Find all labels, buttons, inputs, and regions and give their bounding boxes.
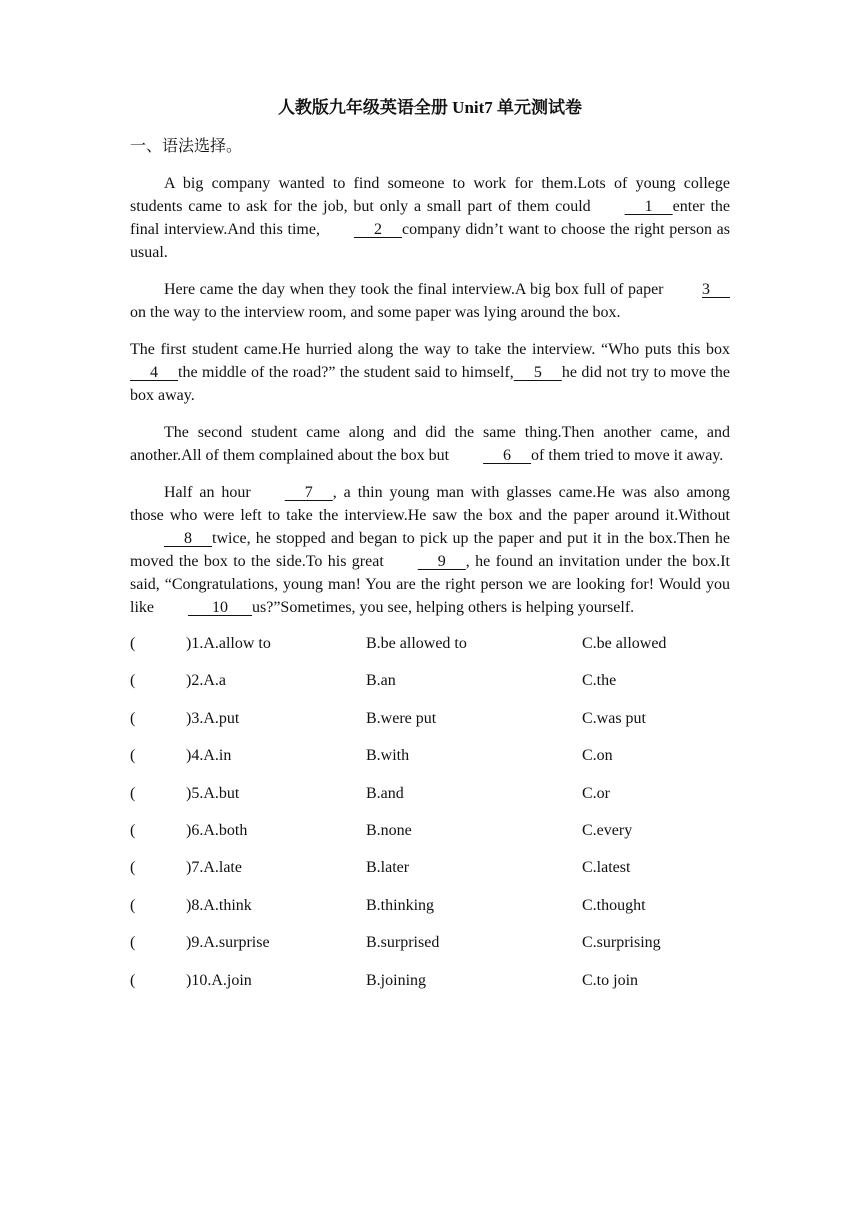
answer-bracket: ( — [130, 859, 136, 877]
option-b: B.joining — [366, 971, 427, 989]
passage-text: twice, he stopped and began to pick up the paper and put it in the box.Then he moved the box to the side.To his great — [130, 530, 730, 570]
option-a: )6.A.both — [186, 821, 248, 839]
passage-paragraph — [130, 172, 730, 264]
answer-blank: 1 — [624, 198, 673, 215]
passage-text: company didn’t want to choose the right person as usual. — [130, 221, 731, 261]
passage-text: of them tried to move it away. — [531, 447, 724, 464]
question-row — [130, 857, 730, 894]
option-c: C.the — [582, 672, 617, 690]
passage-text: A big company wanted to find someone to work for them.Lots of young college students came to ask for the job, but only a small part of them could — [130, 175, 730, 215]
passage-text: Here came the day when they took the final interview.A big box full of paper — [164, 281, 668, 298]
question-row — [130, 970, 730, 1007]
answer-blank: 2 — [353, 221, 402, 238]
option-a: )5.A.but — [186, 784, 240, 802]
option-c: C.was put — [582, 709, 646, 727]
option-b: B.later — [366, 859, 410, 877]
option-a: )8.A.think — [186, 896, 252, 914]
answer-bracket: ( — [130, 709, 136, 727]
question-row — [130, 820, 730, 857]
option-b: B.and — [366, 784, 404, 802]
answer-blank: 6 — [483, 447, 532, 464]
option-a: )2.A.a — [186, 672, 226, 690]
option-c: C.or — [582, 784, 610, 802]
answer-bracket: ( — [130, 747, 136, 765]
passage-text: the middle of the road?” the student said to himself, — [178, 364, 514, 381]
answer-blank: 5 — [513, 364, 562, 381]
option-a: )1.A.allow to — [186, 635, 271, 652]
option-c: C.be allowed — [582, 635, 667, 652]
option-b: B.surprised — [366, 934, 440, 952]
option-c: C.surprising — [582, 934, 661, 952]
passage-text: enter the final interview.And this time, — [130, 198, 730, 238]
answer-bracket: ( — [130, 971, 136, 989]
passage-paragraph — [130, 421, 730, 467]
answer-bracket: ( — [130, 784, 136, 802]
question-row — [130, 745, 730, 782]
document-page — [130, 96, 730, 1007]
answer-blank: 9 — [417, 553, 466, 570]
passage-text: The second student came along and did the same thing.Then another came, and another.All of them complained about the box but — [130, 424, 730, 464]
passage-text: Half an hour — [164, 484, 251, 501]
passage-text: The first student came.He hurried along the way to take the interview. “Who puts this box — [130, 341, 730, 358]
passage-text: us?”Sometimes, you see, helping others is helping yourself. — [252, 599, 635, 616]
answer-bracket: ( — [130, 934, 136, 952]
option-b: B.with — [366, 747, 410, 765]
passage-paragraph — [130, 481, 730, 619]
option-c: C.latest — [582, 859, 631, 877]
answer-blank: 10 — [188, 599, 252, 616]
answer-bracket: ( — [130, 896, 136, 914]
passage-paragraph — [130, 278, 730, 324]
section-heading: 一、语法选择。 — [130, 138, 243, 155]
option-c: C.thought — [582, 896, 646, 914]
option-b: B.none — [366, 821, 412, 839]
option-a: )10.A.join — [186, 971, 252, 989]
option-a: )4.A.in — [186, 747, 232, 765]
answer-bracket: ( — [130, 635, 136, 652]
answer-bracket: ( — [130, 821, 136, 839]
option-c: C.every — [582, 821, 633, 839]
passage-text: , he found an invitation under the box.It said, “Congratulations, young man! You are the right person we are looking for! Would you like — [130, 553, 731, 616]
question-row — [130, 932, 730, 969]
passage-text: on the way to the interview room, and some paper was lying around the box. — [130, 304, 621, 321]
option-b: B.were put — [366, 709, 437, 727]
passage — [130, 172, 730, 619]
option-a: )9.A.surprise — [186, 934, 270, 952]
answer-blank: 3 — [702, 281, 730, 298]
option-a: )7.A.late — [186, 859, 242, 877]
question-row — [130, 633, 730, 670]
option-a: )3.A.put — [186, 709, 240, 727]
question-row — [130, 895, 730, 932]
option-c: C.on — [582, 747, 613, 765]
answer-blank: 8 — [164, 530, 212, 547]
answer-blank: 7 — [284, 484, 333, 501]
option-b: B.an — [366, 672, 396, 690]
passage-paragraph — [130, 338, 730, 407]
passage-text: he did not try to move the box away. — [130, 364, 731, 404]
answer-blank: 4 — [130, 364, 178, 381]
option-b: B.thinking — [366, 896, 435, 914]
question-row — [130, 783, 730, 820]
answer-bracket: ( — [130, 672, 136, 690]
question-list — [130, 633, 730, 1007]
question-row — [130, 670, 730, 707]
passage-text: , a thin young man with glasses came.He was also among those who were left to take the interview.He saw the box and the paper around it.Without — [130, 484, 731, 524]
option-b: B.be allowed to — [366, 635, 467, 652]
document-title: 人教版九年级英语全册 Unit7 单元测试卷 — [277, 98, 583, 117]
question-row — [130, 708, 730, 745]
option-c: C.to join — [582, 971, 639, 989]
